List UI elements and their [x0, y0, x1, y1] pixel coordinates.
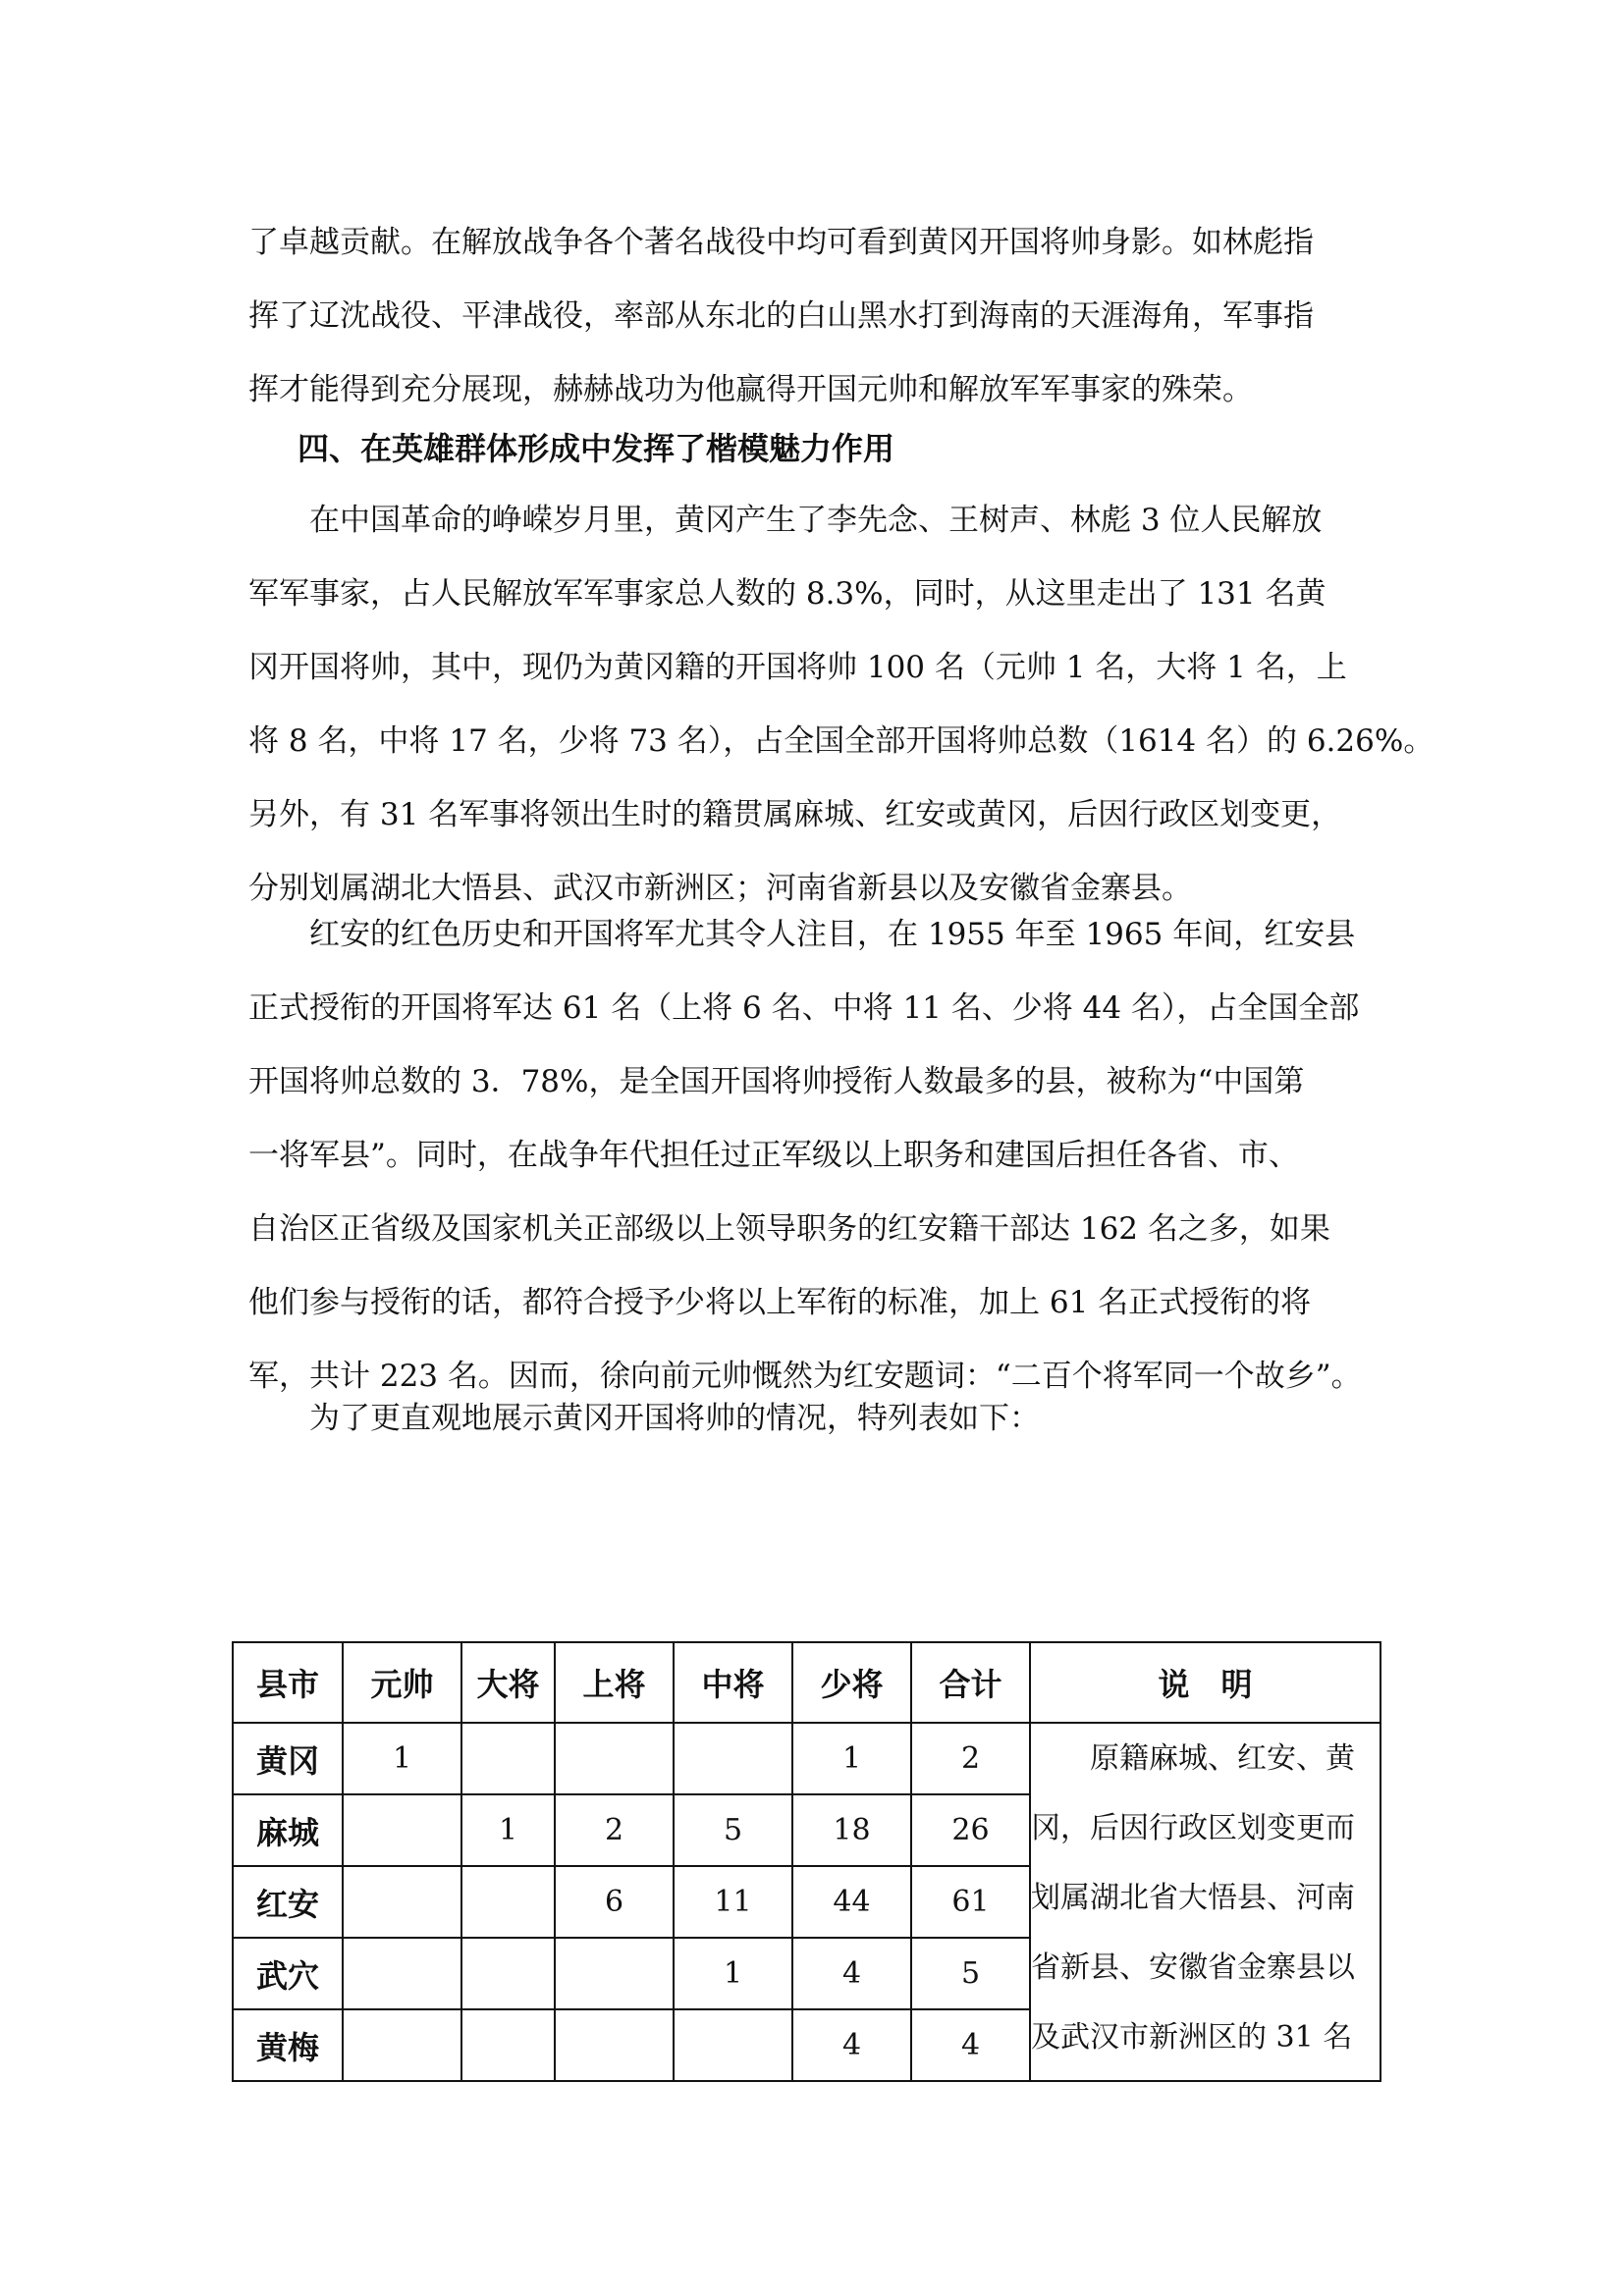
text-line: 分别划属湖北大悟县、武汉市新洲区；河南省新县以及安徽省金寨县。: [248, 871, 1192, 906]
text-line: 为了更直观地展示黄冈开国将帅的情况，特列表如下：: [309, 1401, 1040, 1436]
table-cell: [343, 1938, 461, 2009]
table-cell: 26: [911, 1794, 1030, 1866]
table-cell: [555, 1723, 674, 1794]
text-line: 在中国革命的峥嵘岁月里，黄冈产生了李先念、王树声、林彪 3 位人民解放: [309, 503, 1323, 538]
paragraph-1: [248, 206, 1387, 427]
column-header: 大将: [461, 1642, 555, 1723]
table-cell: 4: [792, 1938, 911, 2009]
column-header: 说 明: [1030, 1642, 1380, 1723]
table-cell: [343, 1794, 461, 1866]
column-header: 合计: [911, 1642, 1030, 1723]
column-header: 中将: [674, 1642, 792, 1723]
generals-table: [232, 1641, 1381, 2082]
paragraph-4: [248, 1382, 1387, 1456]
table-cell: [674, 1723, 792, 1794]
table-cell: [343, 1866, 461, 1938]
table-cell: 1: [674, 1938, 792, 2009]
table-cell: [555, 1938, 674, 2009]
paragraph-3: [248, 898, 1387, 1414]
note-line: 冈，后因行政区划变更而: [1031, 1811, 1355, 1845]
table-cell: 2: [555, 1794, 674, 1866]
table-cell: 18: [792, 1794, 911, 1866]
table-cell: [461, 1866, 555, 1938]
text-line: 了卓越贡献。在解放战争各个著名战役中均可看到黄冈开国将帅身影。如林彪指: [248, 225, 1314, 260]
table-cell: 4: [911, 2009, 1030, 2081]
county-cell: 红安: [233, 1866, 343, 1938]
column-header: 上将: [555, 1642, 674, 1723]
table-cell: 61: [911, 1866, 1030, 1938]
section-heading: 四、在英雄群体形成中发挥了楷模魅力作用: [298, 430, 895, 467]
table-header-row: [233, 1642, 1380, 1723]
table-cell: 1: [792, 1723, 911, 1794]
text-line: 挥了辽沈战役、平津战役，率部从东北的白山黑水打到海南的天涯海角，军事指: [248, 298, 1314, 334]
county-cell: 黄梅: [233, 2009, 343, 2081]
text-line: 挥才能得到充分展现，赫赫战功为他赢得开国元帅和解放军军事家的殊荣。: [248, 372, 1253, 407]
table-cell: 1: [343, 1723, 461, 1794]
note-cell: [1030, 1723, 1380, 2081]
table-cell: [555, 2009, 674, 2081]
column-header: 县市: [233, 1642, 343, 1723]
table-cell: [461, 1723, 555, 1794]
column-header: 少将: [792, 1642, 911, 1723]
text-line: 正式授衔的开国将军达 61 名（上将 6 名、中将 11 名、少将 44 名），占全国全部: [248, 990, 1360, 1026]
table-cell: 5: [674, 1794, 792, 1866]
paragraph-2: [248, 484, 1435, 926]
text-line: 将 8 名，中将 17 名，少将 73 名），占全国全部开国将帅总数（1614 名）的 6.26%。: [248, 723, 1435, 759]
text-line: 一将军县”。同时，在战争年代担任过正军级以上职务和建国后担任各省、市、: [248, 1138, 1299, 1173]
county-cell: 黄冈: [233, 1723, 343, 1794]
table-cell: 6: [555, 1866, 674, 1938]
text-line: 开国将帅总数的 3．78%，是全国开国将帅授衔人数最多的县，被称为“中国第: [248, 1064, 1305, 1099]
county-cell: 麻城: [233, 1794, 343, 1866]
table-cell: 1: [461, 1794, 555, 1866]
text-line: 军，共计 223 名。因而，徐向前元帅慨然为红安题词：“二百个将军同一个故乡”。: [248, 1359, 1362, 1394]
table-cell: 44: [792, 1866, 911, 1938]
text-line: 自治区正省级及国家机关正部级以上领导职务的红安籍干部达 162 名之多，如果: [248, 1211, 1330, 1247]
note-line: 省新县、安徽省金寨县以: [1031, 1950, 1355, 1985]
text-line: 他们参与授衔的话，都符合授予少将以上军衔的标准，加上 61 名正式授衔的将: [248, 1285, 1312, 1320]
note-line: 原籍麻城、红安、黄: [1090, 1741, 1355, 1776]
county-cell: 武穴: [233, 1938, 343, 2009]
text-line: 红安的红色历史和开国将军尤其令人注目，在 1955 年至 1965 年间，红安县: [309, 917, 1356, 952]
text-line: 军军事家，占人民解放军军事家总人数的 8.3%，同时，从这里走出了 131 名黄: [248, 576, 1326, 612]
note-line: 及武汉市新洲区的 31 名: [1031, 2020, 1353, 2055]
note-line: 划属湖北省大悟县、河南: [1031, 1881, 1355, 1915]
table-cell: 4: [792, 2009, 911, 2081]
text-line: 冈开国将帅，其中，现仍为黄冈籍的开国将帅 100 名（元帅 1 名，大将 1 名，上: [248, 650, 1347, 685]
table-cell: [461, 2009, 555, 2081]
table-cell: 2: [911, 1723, 1030, 1794]
table-row: [233, 1723, 1380, 1794]
table-cell: [674, 2009, 792, 2081]
table-cell: 11: [674, 1866, 792, 1938]
column-header: 元帅: [343, 1642, 461, 1723]
table-cell: 5: [911, 1938, 1030, 2009]
text-line: 另外，有 31 名军事将领出生时的籍贯属麻城、红安或黄冈，后因行政区划变更，: [248, 797, 1342, 832]
table-cell: [343, 2009, 461, 2081]
table-cell: [461, 1938, 555, 2009]
